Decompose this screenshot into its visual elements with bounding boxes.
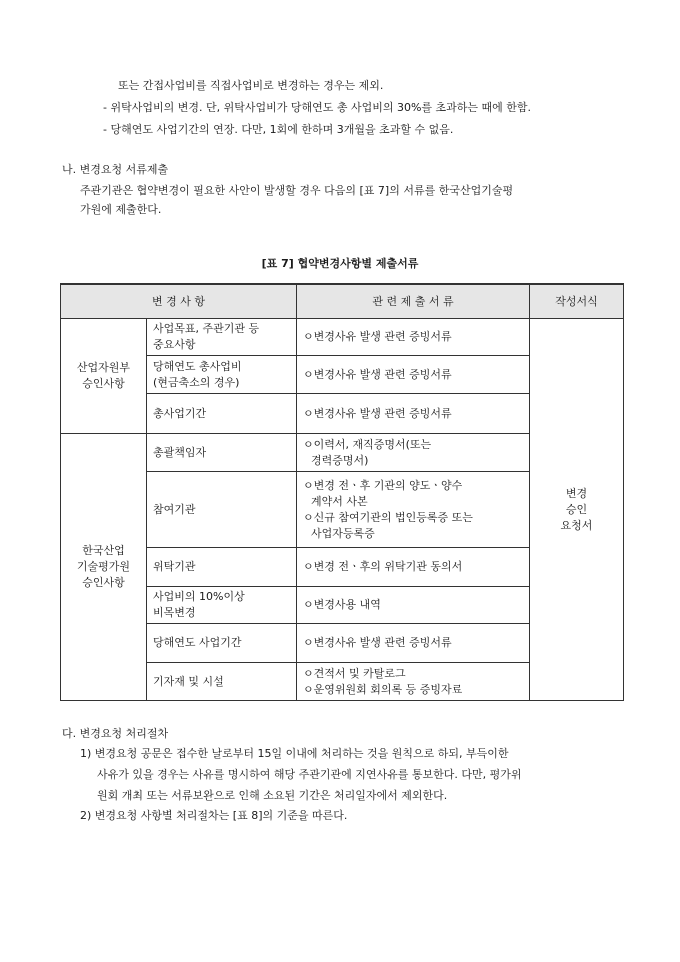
group-ministry-line-2: 승인사항 xyxy=(82,377,125,390)
form-line-2: 승인 xyxy=(565,502,588,516)
section-da-p1-line-3: 원회 개최 또는 서류보완으로 인해 소요된 기간은 처리일자에서 제외한다. xyxy=(97,789,448,802)
group-ministry xyxy=(61,319,147,434)
row-2-item-1: 당해연도 총사업비 xyxy=(153,359,242,373)
row-1-item-1: 사업목표, 주관기관 등 xyxy=(153,322,260,335)
row-3-item: 총사업기간 xyxy=(147,394,297,434)
row-9-item: 기자재 및 시설 xyxy=(147,663,297,701)
table-row xyxy=(147,356,297,394)
section-da-p1-line-2: 사유가 있을 경우는 사유를 명시하여 해당 주관기관에 지연사유를 통보한다. 다만, 평가위 xyxy=(97,768,522,781)
row-5-docs xyxy=(297,472,530,548)
intro-line-1: 또는 간접사업비를 직접사업비로 변경하는 경우는 제외. xyxy=(118,79,384,92)
row-5-item: 참여기관 xyxy=(147,472,297,548)
row-5-doc-1: ㅇ변경 전ㆍ후 기관의 양도ㆍ양수 xyxy=(303,478,463,492)
row-4-doc-2: 경력증명서) xyxy=(311,453,369,467)
table-caption: [표 7] 협약변경사항별 제출서류 xyxy=(261,257,419,270)
row-1-doc: ㅇ변경사유 발생 관련 증빙서류 xyxy=(297,319,530,356)
intro-line-3: - 당해연도 사업기간의 연장. 다만, 1회에 한하며 3개월을 초과할 수 없음. xyxy=(103,123,454,136)
row-5-doc-4: 사업자등록증 xyxy=(311,526,375,540)
form-cell xyxy=(530,319,624,701)
section-na-heading: 나. 변경요청 서류제출 xyxy=(62,163,169,176)
row-8-doc: ㅇ변경사유 발생 관련 증빙서류 xyxy=(297,624,530,663)
section-na-body-2: 가원에 제출한다. xyxy=(80,203,162,216)
row-3-doc: ㅇ변경사유 발생 관련 증빙서류 xyxy=(297,394,530,434)
row-9-doc-2: ㅇ운영위원회 회의록 등 증빙자료 xyxy=(303,682,463,696)
group-ministry-line-1: 산업자원부 xyxy=(76,361,131,374)
row-2-doc: ㅇ변경사유 발생 관련 증빙서류 xyxy=(297,356,530,394)
header-change-items: 변 경 사 항 xyxy=(61,284,297,319)
row-8-item: 당해연도 사업기간 xyxy=(147,624,297,663)
row-4-docs xyxy=(297,434,530,472)
table-row xyxy=(147,319,297,356)
row-1-item-2: 중요사항 xyxy=(153,338,196,351)
header-documents: 관 련 제 출 서 류 xyxy=(297,284,530,319)
table-row xyxy=(147,587,297,624)
row-5-doc-2: 계약서 사본 xyxy=(311,494,368,508)
intro-line-2: - 위탁사업비의 변경. 단, 위탁사업비가 당해연도 총 사업비의 30%를 초과하는 때에 한함. xyxy=(103,101,532,114)
row-7-item-1: 사업비의 10%이상 xyxy=(153,590,245,603)
row-7-doc: ㅇ변경사용 내역 xyxy=(297,587,530,624)
header-form: 작성서식 xyxy=(530,284,624,319)
row-4-doc-1: ㅇ이력서, 재직증명서(또는 xyxy=(303,437,432,451)
group-keit-line-3: 승인사항 xyxy=(82,576,125,589)
form-line-3: 요청서 xyxy=(560,518,593,532)
row-9-docs xyxy=(297,663,530,701)
row-4-item: 총괄책임자 xyxy=(147,434,297,472)
section-da-heading: 다. 변경요청 처리절차 xyxy=(62,727,169,740)
row-5-doc-3: ㅇ신규 참여기관의 법인등록증 또는 xyxy=(303,510,473,524)
change-documents-table xyxy=(60,283,624,701)
row-6-item: 위탁기관 xyxy=(147,548,297,587)
form-line-1: 변경 xyxy=(565,486,588,500)
row-7-item-2: 비목변경 xyxy=(153,606,196,619)
section-da-p2: 2) 변경요청 사항별 처리절차는 [표 8]의 기준을 따른다. xyxy=(80,809,348,822)
section-da-p1-line-1: 1) 변경요청 공문은 접수한 날로부터 15일 이내에 처리하는 것을 원칙으로 하되, 부득이한 xyxy=(80,747,509,760)
group-keit-line-2: 기술평가원 xyxy=(76,560,131,573)
group-keit xyxy=(61,434,147,701)
row-6-doc: ㅇ변경 전ㆍ후의 위탁기관 동의서 xyxy=(297,548,530,587)
row-2-item-2: (현금축소의 경우) xyxy=(153,375,240,389)
row-9-doc-1: ㅇ견적서 및 카탈로그 xyxy=(303,666,406,680)
group-keit-line-1: 한국산업 xyxy=(82,544,125,557)
section-na-body-1: 주관기관은 협약변경이 필요한 사안이 발생할 경우 다음의 [표 7]의 서류를 한국산업기술평 xyxy=(80,184,514,197)
